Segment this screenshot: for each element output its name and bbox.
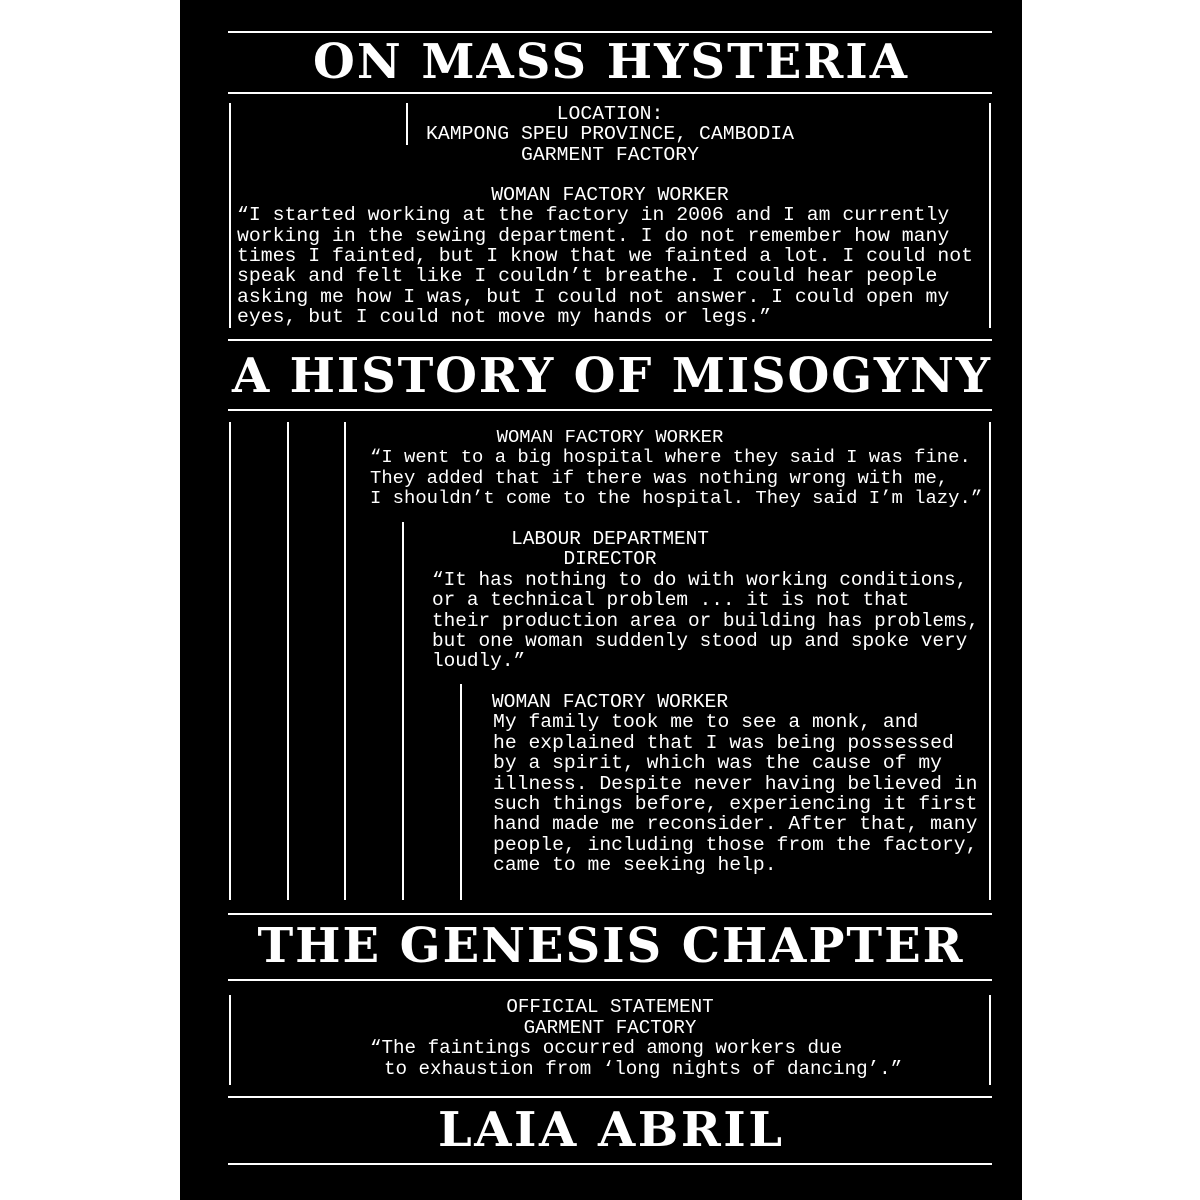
quote-line: or a technical problem ... it is not that — [432, 589, 910, 612]
quote-line: working in the sewing department. I do not remember how many — [237, 224, 950, 247]
quote-line: he explained that I was being possessed — [493, 731, 954, 754]
main-title: ON MASS HYSTERIA — [313, 34, 909, 90]
quote-line: “I started working at the factory in 2006 and I am currently — [237, 204, 950, 227]
author-row — [232, 1102, 988, 1158]
quote-line: asking me how I was, but I could not answer. I could open my — [237, 285, 950, 308]
rule-vertical — [989, 422, 991, 900]
speaker-label: LABOUR DEPARTMENT — [511, 528, 709, 550]
rule-vertical — [229, 422, 231, 900]
quote-line: “It has nothing to do with working conditions, — [432, 568, 968, 591]
testimony-hospital-block — [232, 427, 988, 509]
quote-line: They added that if there was nothing wrong with me, — [370, 466, 949, 489]
quote-line: illness. Despite never having believed in — [493, 772, 978, 795]
quote-line: by a spirit, which was the cause of my — [493, 752, 942, 775]
rule-horizontal — [228, 1163, 992, 1165]
quote-line: but one woman suddenly stood up and spoke very — [432, 630, 968, 653]
speaker-label: WOMAN FACTORY WORKER — [491, 691, 729, 713]
quote-line: speak and felt like I couldn’t breathe. I could hear people — [237, 265, 938, 288]
rule-horizontal — [228, 409, 992, 411]
speaker-label: WOMAN FACTORY WORKER — [496, 426, 724, 448]
speaker-label: GARMENT FACTORY — [523, 1016, 697, 1039]
location-label: LOCATION: — [556, 103, 664, 125]
rule-horizontal — [228, 92, 992, 94]
quote-line: I shouldn’t come to the hospital. They said I’m lazy.” — [370, 487, 983, 510]
subtitle-row — [232, 348, 992, 404]
chapter-title: THE GENESIS CHAPTER — [257, 918, 965, 974]
rule-vertical — [989, 103, 991, 328]
quote-line: My family took me to see a monk, and — [493, 711, 919, 734]
quote-line: loudly.” — [432, 650, 526, 673]
speaker-label: WOMAN FACTORY WORKER — [491, 184, 729, 207]
testimony-location-block — [232, 104, 988, 327]
quote-line: hand made me reconsider. After that, many — [493, 813, 978, 836]
quote-line: such things before, experiencing it first — [493, 793, 978, 816]
quote-line: “I went to a big hospital where they said I was fine. — [370, 446, 971, 469]
quote-line: “The faintings occurred among workers due — [370, 1037, 843, 1060]
main-title-row — [232, 34, 988, 90]
rule-horizontal — [228, 913, 992, 915]
author-name: LAIA ABRIL — [438, 1102, 785, 1158]
testimony-monk-block — [232, 692, 988, 876]
rule-horizontal — [228, 31, 992, 33]
quote-line: eyes, but I could not move my hands or legs.” — [237, 305, 772, 328]
testimony-director-block — [232, 529, 988, 672]
quote-line: to exhaustion from ‘long nights of dancing’.” — [384, 1057, 903, 1080]
quote-line: times I fainted, but I know that we fainted a lot. I could not — [237, 245, 973, 268]
official-statement-block — [232, 997, 988, 1079]
speaker-label: OFFICIAL STATEMENT — [506, 996, 714, 1018]
rule-vertical — [229, 995, 231, 1085]
rule-horizontal — [228, 979, 992, 981]
quote-line: came to me seeking help. — [493, 854, 777, 877]
rule-vertical — [229, 103, 231, 328]
location-text: KAMPONG SPEU PROVINCE, CAMBODIA — [426, 123, 794, 146]
chapter-title-row — [232, 918, 988, 974]
rule-vertical — [989, 995, 991, 1085]
rule-horizontal — [228, 339, 992, 341]
quote-line: their production area or building has problems, — [432, 609, 979, 632]
speaker-label: DIRECTOR — [563, 548, 657, 571]
site-text: GARMENT FACTORY — [520, 143, 700, 166]
quote-line: people, including those from the factory, — [493, 833, 978, 856]
rule-horizontal — [228, 1096, 992, 1098]
subtitle: A HISTORY OF MISOGYNY — [232, 348, 992, 404]
